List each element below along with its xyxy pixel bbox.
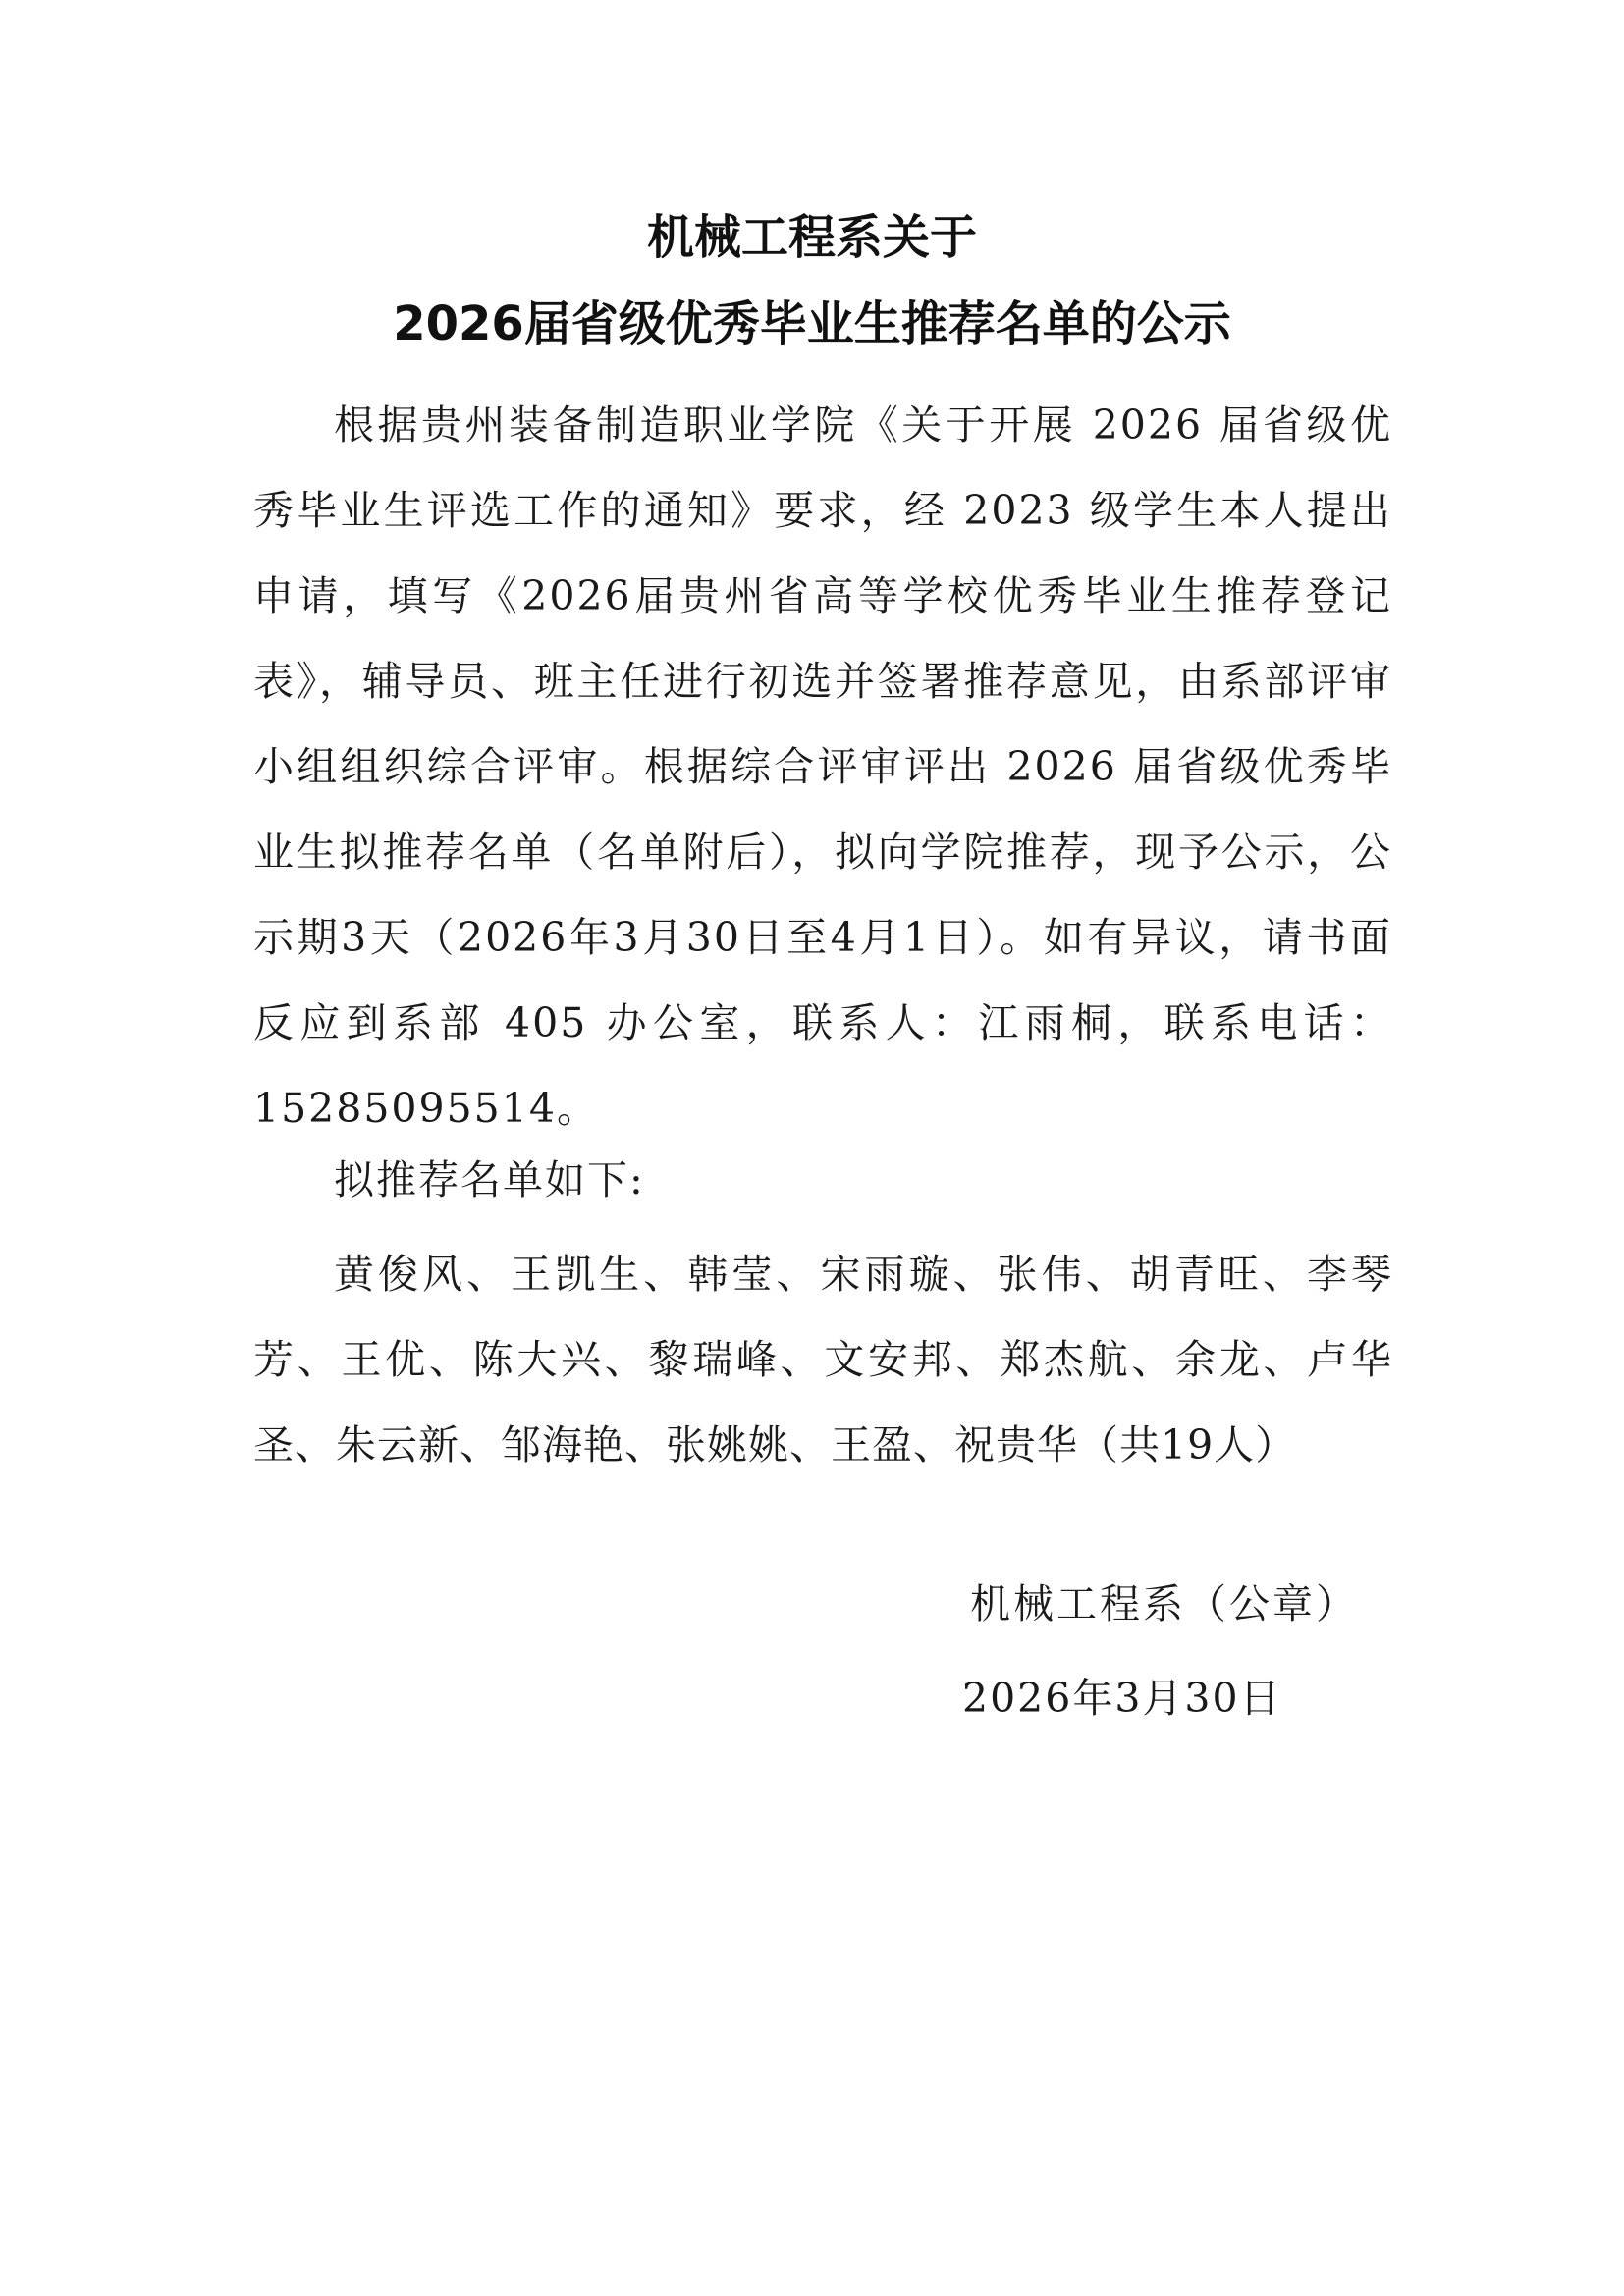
signature-organization: 机械工程系（公章） xyxy=(970,1580,1359,1628)
document-title-line1: 机械工程系关于 xyxy=(646,210,977,265)
list-intro: 拟推荐名单如下: xyxy=(334,1156,645,1203)
announcement-body: 根据贵州装备制造职业学院《关于开展 2026 届省级优秀毕业生评选工作的通知》要求，经 2023 级学生本人提出申请，填写《2026届贵州省高等学校优秀毕业生推荐登记表》，辅导员、班主任进行初选并签署推荐意见，由系部评审小组组织综合评审。根据综合评审评出 2026 届省级优秀毕业生拟推荐名单（名单附后），拟向学院推荐，现予公示，公示期3天（2026年3月30日至4月1日）。如有异议，请书面反应到系部 405 办公室，联系人：江雨桐，联系电话：15285095514。 xyxy=(253,401,1392,1132)
signature-date: 2026年3月30日 xyxy=(962,1675,1282,1722)
document-title-line2: 2026届省级优秀毕业生推荐名单的公示 xyxy=(393,296,1231,351)
recommended-names-list: 黄俊风、王凯生、韩莹、宋雨璇、张伟、胡青旺、李琴芳、王优、陈大兴、黎瑞峰、文安邦、郑杰航、余龙、卢华圣、朱云新、邹海艳、张姚姚、王盈、祝贵华（共19人） xyxy=(253,1251,1392,1468)
